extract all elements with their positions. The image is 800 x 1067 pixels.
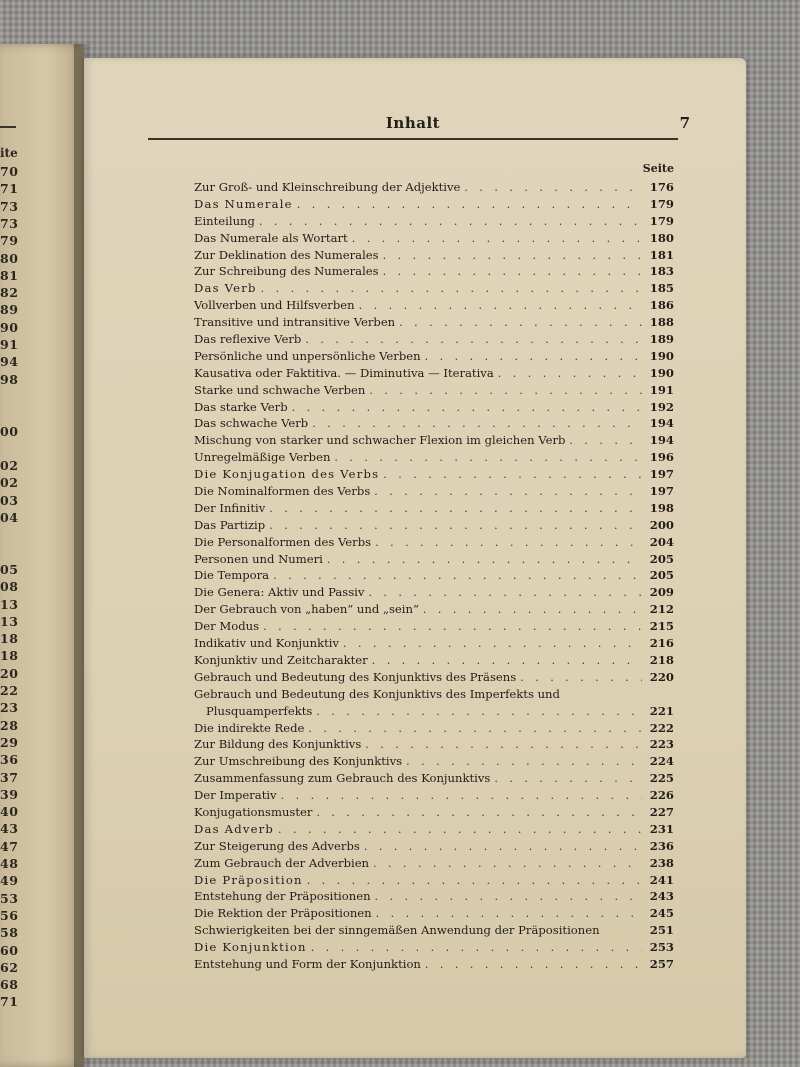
toc-entry-title: Der Modus [194, 619, 260, 634]
toc-entry-title: Das Numerale als Wortart [194, 230, 348, 245]
dot-leader [399, 315, 642, 332]
toc-entry-page: 190 [649, 348, 674, 363]
toc-entry-title: Zur Schreibung des Numerales [194, 264, 379, 279]
left-page-number: 98 [0, 371, 19, 387]
toc-entry [194, 230, 674, 247]
toc-entry-title: Zur Deklination des Numerales [194, 247, 379, 262]
toc-entry-title: Die Nominalformen des Verbs [194, 484, 371, 499]
toc-entry-page: 245 [649, 906, 674, 921]
dot-leader [423, 602, 642, 619]
dot-leader [375, 535, 642, 552]
toc-entry [194, 720, 674, 737]
dot-leader [383, 248, 642, 265]
dot-leader [359, 298, 642, 315]
toc-entry [194, 297, 674, 314]
dot-leader [464, 180, 642, 197]
toc-entry-page: 205 [649, 568, 674, 583]
toc-entry-page: 189 [649, 332, 674, 347]
toc-entry-title: Das Verb [194, 281, 257, 296]
dot-leader [278, 822, 642, 839]
toc-entry [194, 939, 674, 956]
toc-entry [194, 838, 674, 855]
book-page [84, 58, 746, 1058]
toc-entry-page: 215 [649, 619, 674, 634]
toc-entry-title: Die Personalformen des Verbs [194, 534, 372, 549]
dot-leader [520, 670, 642, 687]
toc-entry-title: Zur Umschreibung des Konjunktivs [194, 754, 403, 769]
page-title: Inhalt [385, 114, 441, 132]
toc-entry-title: Gebrauch und Bedeutung des Konjunktivs des Präsens [194, 669, 517, 684]
left-page-number: 29 [0, 734, 19, 750]
toc-entry-page: 197 [649, 484, 674, 499]
dot-leader [383, 467, 642, 484]
dot-leader [316, 704, 642, 721]
toc-entry [194, 314, 674, 331]
dot-leader [305, 332, 642, 349]
left-page-number: 58 [0, 925, 19, 941]
toc-entry-page: 220 [649, 669, 674, 684]
dot-leader [364, 839, 642, 856]
toc-entry-title: Die Konjugation des Verbs [194, 467, 380, 482]
toc-entry-title: Kausativa oder Faktitiva. — Diminutiva — Iterativa [194, 365, 494, 380]
toc-entry-page: 185 [649, 281, 674, 296]
toc-entry-page: 194 [649, 416, 674, 431]
toc-entry [194, 905, 674, 922]
toc-entry-page: 179 [649, 196, 674, 211]
toc-entry-title: Das reflexive Verb [194, 332, 302, 347]
toc-entry-page: 188 [649, 315, 674, 330]
toc-entry [194, 669, 674, 686]
table-of-contents [194, 179, 674, 973]
left-page-number: 73 [0, 198, 19, 214]
toc-entry [194, 584, 674, 601]
toc-entry [194, 922, 674, 939]
toc-entry-page: 190 [649, 365, 674, 380]
dot-leader [498, 366, 642, 383]
left-page-number: 91 [0, 337, 19, 352]
left-page-number: 22 [0, 683, 19, 698]
toc-entry-page: 224 [649, 754, 674, 769]
left-page-number: 02 [0, 458, 19, 474]
toc-entry-title: Das Numerale [194, 196, 293, 211]
dot-leader [312, 416, 642, 433]
dot-leader [269, 518, 642, 535]
dot-leader [372, 653, 642, 670]
toc-entry-page: 197 [649, 467, 674, 482]
left-page-number: 23 [0, 700, 19, 716]
toc-entry-page: 205 [649, 551, 674, 566]
left-page-number: 68 [0, 977, 19, 993]
toc-entry-page: 221 [649, 703, 674, 718]
dot-leader [307, 873, 642, 890]
left-page-number: 39 [0, 786, 19, 802]
left-page-number: 04 [0, 510, 19, 525]
toc-entry-title: Das Partizip [194, 517, 266, 532]
toc-entry-title: Gebrauch und Bedeutung des Konjunktivs des Imperfekts und [194, 686, 560, 701]
toc-entry [194, 618, 674, 635]
left-page-number: 20 [0, 665, 19, 681]
toc-entry [194, 196, 674, 213]
toc-entry [194, 466, 674, 483]
toc-entry-page: 180 [649, 230, 674, 245]
dot-leader [383, 264, 642, 281]
toc-entry-page: 198 [649, 500, 674, 515]
toc-entry [194, 483, 674, 500]
toc-entry-title: Entstehung der Präpositionen [194, 889, 371, 904]
toc-entry-title: Zusammenfassung zum Gebrauch des Konjunktivs [194, 771, 491, 786]
left-page-number: 37 [0, 769, 19, 785]
toc-entry-page: 241 [649, 872, 674, 887]
left-page-number: 94 [0, 354, 19, 370]
toc-entry-page: 226 [649, 788, 674, 803]
toc-entry-title: Unregelmäßige Verben [194, 450, 331, 465]
left-page-header-rule [0, 126, 16, 128]
toc-entry-title: Plusquamperfekts [206, 703, 313, 718]
left-page-number: 36 [0, 752, 19, 768]
toc-entry-title: Der Infinitiv [194, 500, 266, 515]
toc-entry-page: 204 [649, 534, 674, 549]
toc-entry-title: Transitive und intransitive Verben [194, 315, 396, 330]
dot-leader [269, 501, 642, 518]
left-page-number: 90 [0, 319, 19, 335]
toc-entry-title: Die Tempora [194, 568, 270, 583]
left-page-number: 28 [0, 717, 19, 733]
left-page-number: 08 [0, 579, 19, 595]
dot-leader [311, 940, 642, 957]
toc-entry-page: 209 [649, 585, 674, 600]
toc-entry-title: Vollverben und Hilfsverben [194, 298, 355, 313]
dot-leader [259, 214, 642, 231]
toc-entry-page: 227 [649, 804, 674, 819]
dot-leader [425, 349, 642, 366]
toc-entry [194, 449, 674, 466]
toc-entry [194, 382, 674, 399]
toc-entry-title: Das starke Verb [194, 399, 288, 414]
toc-entry [194, 263, 674, 280]
toc-entry [194, 753, 674, 770]
dot-leader [375, 889, 642, 906]
left-page-number: 02 [0, 475, 19, 491]
left-page-number: 05 [0, 561, 19, 577]
dot-leader [406, 754, 642, 771]
toc-entry-page: 225 [649, 771, 674, 786]
toc-entry-title: Das Adverb [194, 821, 275, 836]
dot-leader [334, 450, 642, 467]
dot-leader [369, 383, 642, 400]
toc-entry-title: Indikativ und Konjunktiv [194, 636, 340, 651]
toc-entry [194, 517, 674, 534]
toc-entry [194, 652, 674, 669]
dot-leader [273, 568, 642, 585]
dot-leader [263, 619, 642, 636]
left-page-number: 48 [0, 856, 19, 871]
left-page-number: 40 [0, 804, 19, 820]
toc-entry-page: 194 [649, 433, 674, 448]
dot-leader [308, 721, 642, 738]
toc-entry-title: Schwierigkeiten bei der sinngemäßen Anwendung der Präpositionen [194, 923, 600, 938]
left-page-number: 89 [0, 302, 19, 318]
left-page-number: 71 [0, 994, 19, 1010]
left-page-number: 79 [0, 233, 19, 249]
toc-entry-title: Personen und Numeri [194, 551, 323, 566]
dot-leader [261, 281, 642, 298]
dot-leader [316, 805, 642, 822]
toc-entry-page: 236 [649, 838, 674, 853]
left-page-number: 18 [0, 631, 19, 647]
left-page-number: 13 [0, 596, 19, 612]
dot-leader [368, 585, 642, 602]
left-page-number: 13 [0, 613, 19, 629]
toc-entry [194, 365, 674, 382]
dot-leader [343, 636, 642, 653]
toc-entry-page: 231 [649, 821, 674, 836]
toc-entry-page: 200 [649, 517, 674, 532]
page-column-label: Seite [642, 162, 674, 175]
toc-entry-title: Der Imperativ [194, 788, 277, 803]
page-header [148, 114, 690, 136]
dot-leader [494, 771, 642, 788]
toc-entry-title: Die indirekte Rede [194, 720, 305, 735]
toc-entry [194, 213, 674, 230]
toc-entry-page: 251 [649, 923, 674, 938]
left-page-number: 18 [0, 648, 19, 664]
toc-entry-page: 191 [649, 382, 674, 397]
toc-entry-title: Die Konjunktion [194, 940, 307, 955]
dot-leader [376, 906, 642, 923]
toc-entry [194, 821, 674, 838]
toc-entry [194, 736, 674, 753]
toc-entry [194, 551, 674, 568]
toc-entry [194, 399, 674, 416]
toc-entry [194, 635, 674, 652]
toc-entry-title: Mischung von starker und schwacher Flexion im gleichen Verb [194, 433, 566, 448]
toc-entry [194, 804, 674, 821]
toc-entry-page: 243 [649, 889, 674, 904]
dot-leader [297, 197, 642, 214]
toc-entry [194, 567, 674, 584]
toc-entry-title: Zur Groß- und Kleinschreibung der Adjektive [194, 180, 461, 194]
dot-leader [365, 737, 642, 754]
toc-entry [194, 787, 674, 804]
left-page-number: 82 [0, 285, 19, 301]
toc-entry [194, 601, 674, 618]
toc-entry-page: 183 [649, 264, 674, 279]
toc-entry-page: 212 [649, 602, 674, 617]
left-page-number: 80 [0, 250, 19, 266]
toc-entry-page: 257 [649, 956, 674, 971]
toc-entry-title: Konjunktiv und Zeitcharakter [194, 652, 368, 667]
toc-entry-page: 196 [649, 450, 674, 465]
header-rule [148, 138, 678, 140]
left-page-number: 47 [0, 838, 19, 854]
left-page-number: 60 [0, 942, 19, 958]
left-page-number: 00 [0, 423, 19, 439]
toc-entry [194, 872, 674, 889]
toc-entry-title: Konjugationsmuster [194, 804, 313, 819]
toc-entry [194, 415, 674, 432]
dot-leader [281, 788, 642, 805]
toc-entry [194, 331, 674, 348]
toc-entry [194, 956, 674, 973]
left-page-number: 56 [0, 907, 19, 923]
toc-entry-title: Die Präposition [194, 872, 303, 887]
toc-entry [194, 534, 674, 551]
toc-entry [194, 432, 674, 449]
toc-entry-page: 222 [649, 720, 674, 735]
toc-entry [194, 686, 674, 703]
toc-entry-title: Persönliche und unpersönliche Verben [194, 348, 421, 363]
left-page-number: 70 [0, 164, 19, 179]
left-page-column-label: ite [0, 146, 18, 160]
toc-entry-page: 218 [649, 652, 674, 667]
toc-entry-page: 186 [649, 298, 674, 313]
toc-entry-title: Starke und schwache Verben [194, 382, 366, 397]
left-page-number: 43 [0, 821, 19, 837]
left-page-number: 71 [0, 181, 19, 197]
dot-leader [292, 400, 642, 417]
toc-entry-page: 253 [649, 940, 674, 955]
toc-entry [194, 855, 674, 872]
toc-entry [194, 179, 674, 196]
left-page-number: 81 [0, 267, 19, 283]
toc-entry-title: Entstehung und Form der Konjunktion [194, 956, 421, 971]
left-page-number: 62 [0, 959, 19, 975]
toc-entry-page: 216 [649, 636, 674, 651]
dot-leader [327, 552, 642, 569]
dot-leader [569, 433, 642, 450]
toc-entry [194, 888, 674, 905]
dot-leader [374, 484, 642, 501]
dot-leader [373, 856, 642, 873]
toc-entry-title: Zum Gebrauch der Adverbien [194, 855, 370, 870]
toc-entry [194, 770, 674, 787]
facing-left-page [0, 44, 84, 1067]
toc-entry-title: Der Gebrauch von „haben“ und „sein“ [194, 602, 419, 617]
toc-entry-title: Die Genera: Aktiv und Passiv [194, 585, 365, 600]
toc-entry-title: Die Rektion der Präpositionen [194, 906, 372, 921]
left-page-number: 03 [0, 492, 19, 508]
toc-entry [194, 247, 674, 264]
toc-entry-page: 176 [649, 180, 674, 194]
toc-entry [194, 703, 674, 720]
toc-entry-title: Einteilung [194, 213, 255, 228]
left-page-number: 53 [0, 890, 19, 906]
left-page-number: 73 [0, 215, 19, 231]
page-number: 7 [679, 114, 690, 132]
toc-entry-page: 192 [649, 399, 674, 414]
toc-entry-page: 181 [649, 247, 674, 262]
toc-entry [194, 500, 674, 517]
toc-entry-page: 179 [649, 213, 674, 228]
dot-leader [352, 231, 642, 248]
toc-entry-title: Zur Bildung des Konjunktivs [194, 737, 362, 752]
toc-entry-page: 223 [649, 737, 674, 752]
dot-leader [425, 957, 642, 974]
toc-entry-page: 238 [649, 855, 674, 870]
toc-entry-title: Das schwache Verb [194, 416, 309, 431]
toc-entry [194, 348, 674, 365]
toc-entry [194, 280, 674, 297]
left-page-number: 49 [0, 873, 19, 889]
toc-entry-title: Zur Steigerung des Adverbs [194, 838, 360, 853]
